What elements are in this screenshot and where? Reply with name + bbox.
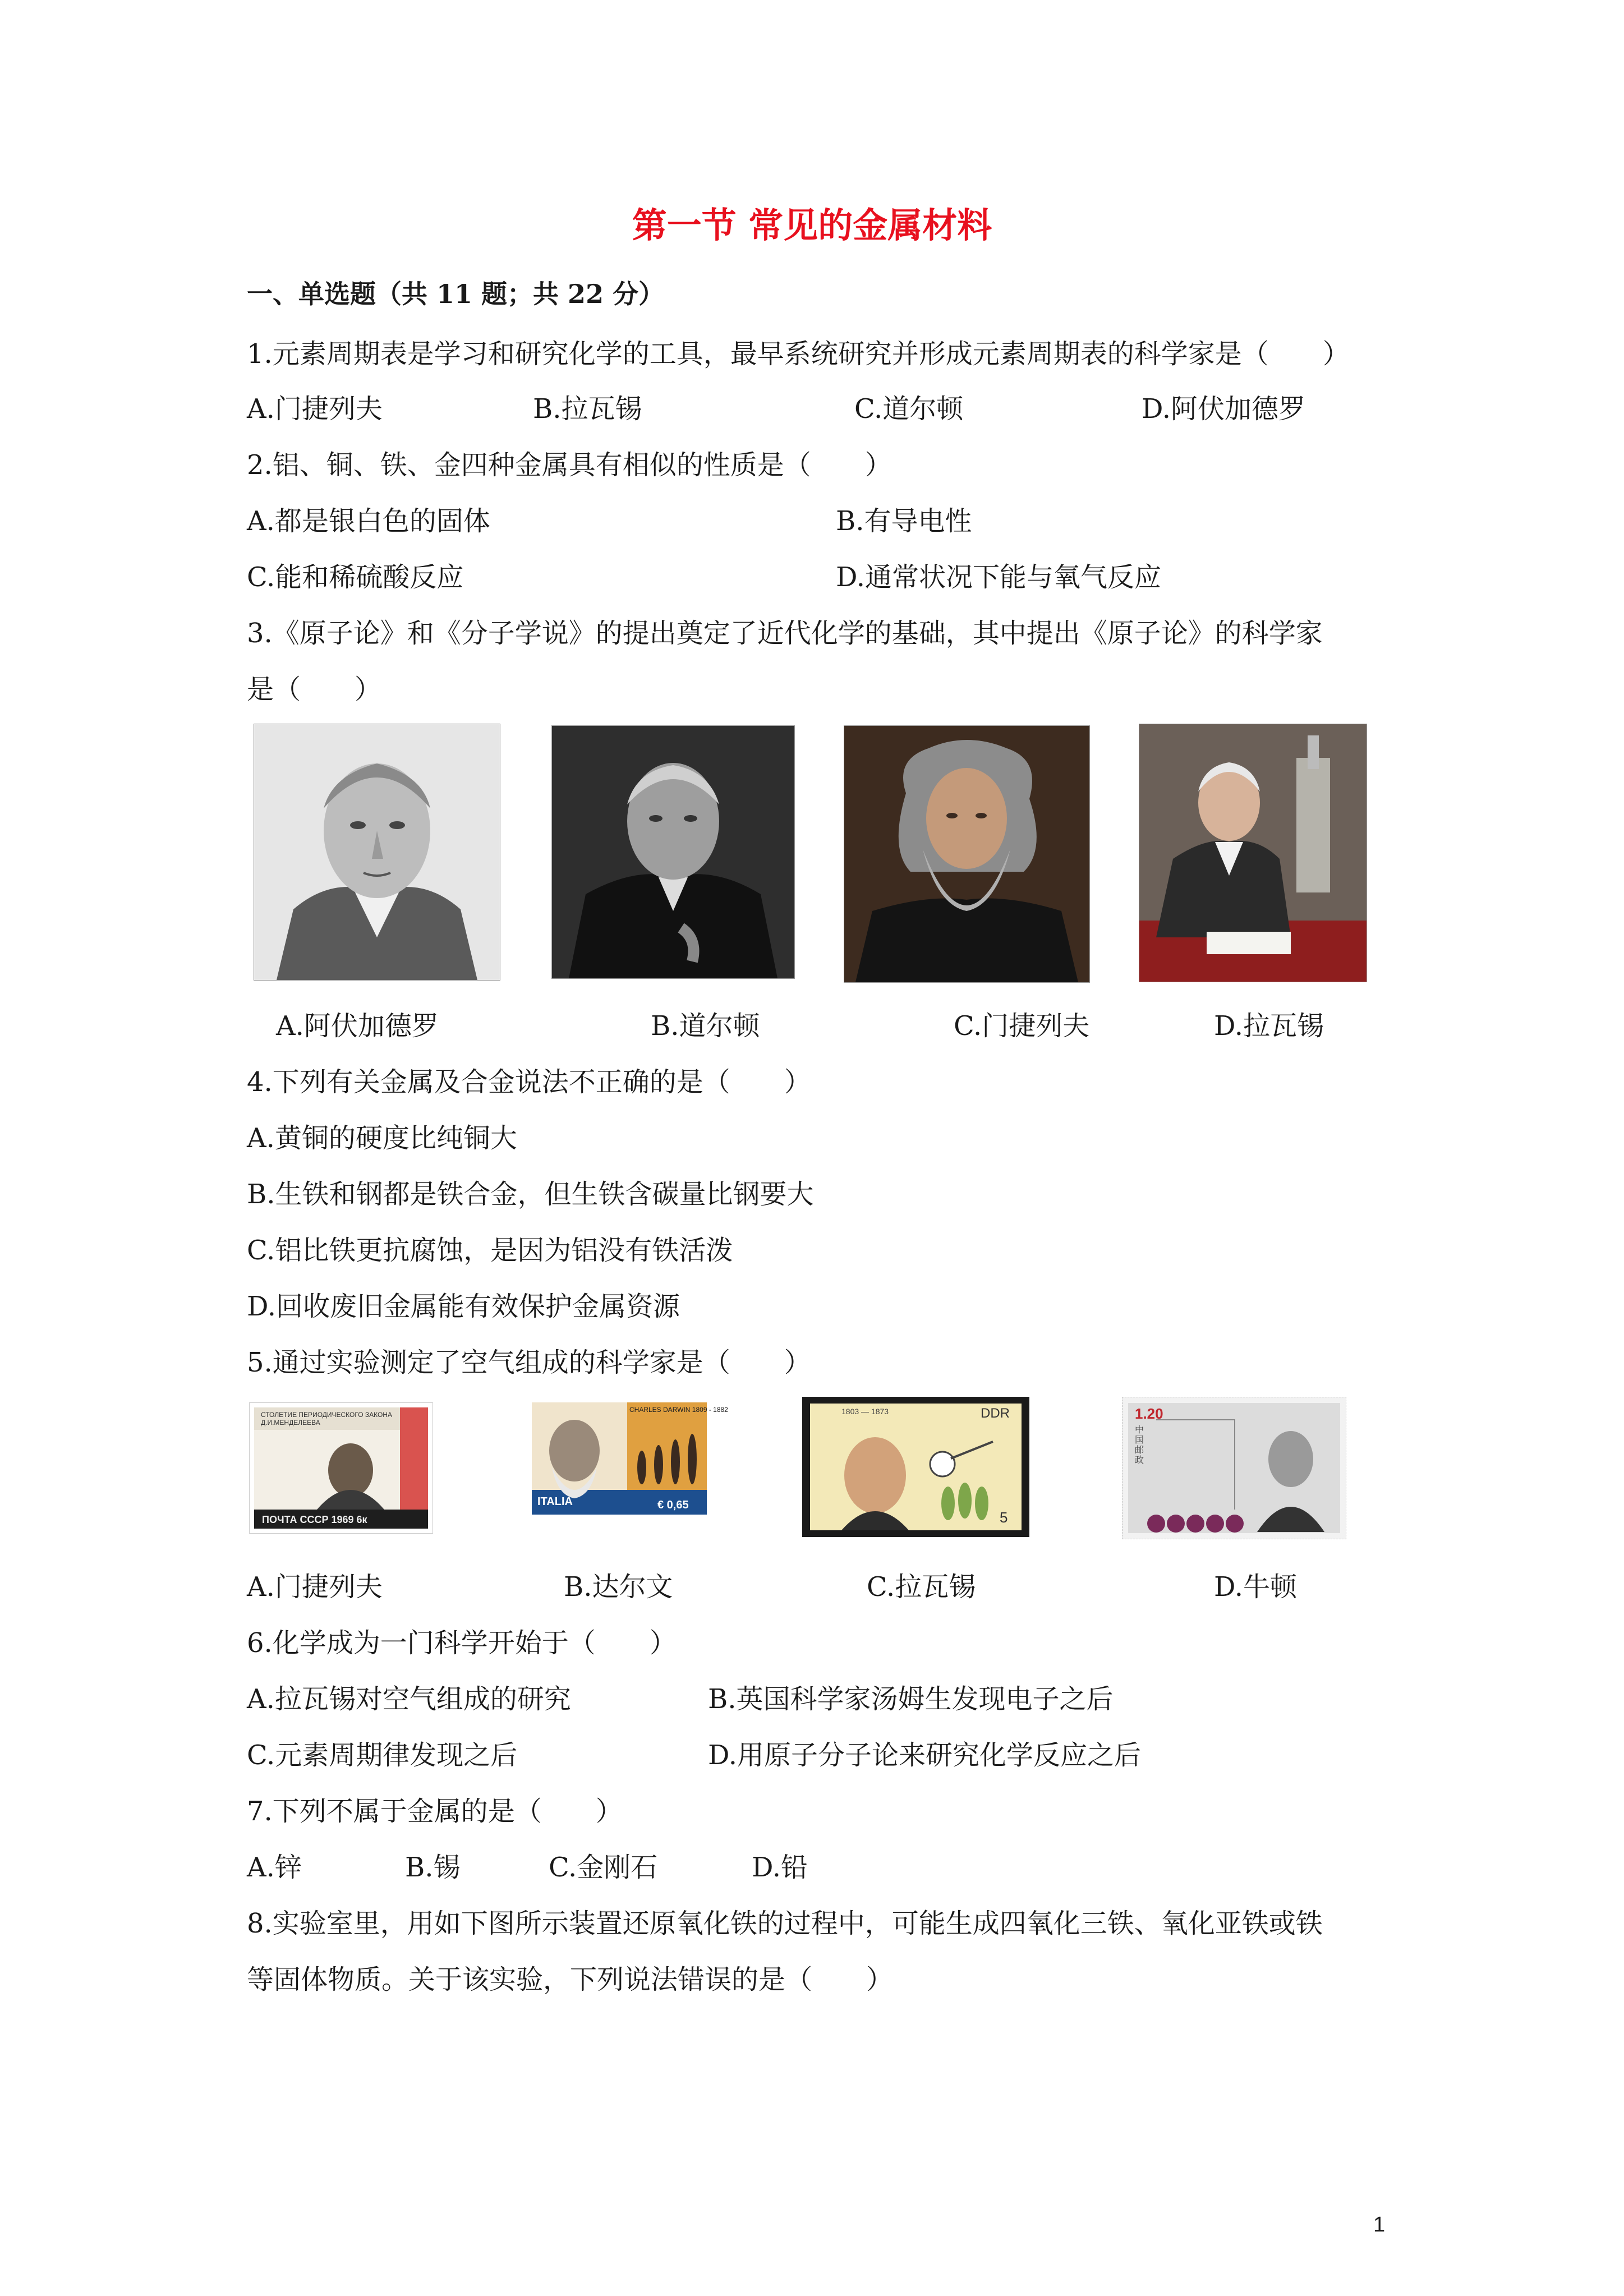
stamp3-years: 1803 — 1873 [841,1407,889,1416]
q3-option-a: A.阿伏加德罗 [276,1010,439,1042]
stamp3-value: 5 [1000,1509,1008,1526]
q4-option-d: D.回收废旧金属能有效保护金属资源 [247,1291,680,1322]
q1-option-a: A.门捷列夫 [247,393,383,425]
q3-option-d: D.拉瓦锡 [1214,1010,1324,1042]
q2-option-c: C.能和稀硫酸反应 [247,562,464,593]
stamp-mendeleev [249,1402,433,1534]
stamp2-country: ITALIA [537,1496,573,1508]
q3-option-c: C.门捷列夫 [954,1010,1090,1042]
portrait-lavoisier [1139,724,1367,982]
q5-option-b: B.达尔文 [564,1571,673,1603]
q4-option-c: C.铝比铁更抗腐蚀，是因为铝没有铁活泼 [247,1235,733,1266]
question-6-stem: 6.化学成为一门科学开始于（ ） [247,1627,677,1659]
question-8-stem-line1: 8.实验室里，用如下图所示装置还原氧化铁的过程中，可能生成四氧化三铁、氧化亚铁或铁 [247,1908,1323,1939]
question-3-stem-line2: 是（ ） [247,674,382,705]
q6-option-c: C.元素周期律发现之后 [247,1740,518,1771]
q4-option-b: B.生铁和钢都是铁合金，但生铁含碳量比钢要大 [247,1179,814,1210]
q1-option-d: D.阿伏加德罗 [1142,393,1306,425]
page-title: 第一节 常见的金属材料 [632,205,992,246]
q2-option-a: A.都是银白色的固体 [247,505,490,537]
stamp-liebig [802,1397,1029,1537]
question-8-stem-line2: 等固体物质。关于该实验，下列说法错误的是（ ） [247,1964,894,1995]
q7-option-c: C.金刚石 [549,1852,658,1883]
portrait-mendeleev [844,725,1090,983]
stamp1-bottom-text: ПОЧТА СССР 1969 6к [262,1514,367,1525]
stamp-newton [1122,1397,1346,1539]
stamp3-country: DDR [981,1406,1010,1421]
q3-option-b: B.道尔顿 [651,1010,760,1042]
stamp4-value: 1.20 [1135,1405,1163,1422]
stamp1-top-text: СТОЛЕТИЕ ПЕРИОДИЧЕСКОГО ЗАКОНА Д.И.МЕНДЕЛЕЕВА [261,1411,392,1427]
q6-option-d: D.用原子分子论来研究化学反应之后 [708,1740,1142,1771]
q5-option-d: D.牛顿 [1214,1571,1298,1603]
q4-option-a: A.黄铜的硬度比纯铜大 [247,1122,517,1154]
q5-option-a: A.门捷列夫 [247,1571,383,1603]
stamp2-value: € 0,65 [657,1499,689,1511]
q2-option-d: D.通常状况下能与氧气反应 [836,562,1162,593]
q7-option-a: A.锌 [247,1852,302,1883]
portrait-dalton [551,725,795,979]
q6-option-a: A.拉瓦锡对空气组成的研究 [247,1683,571,1715]
question-3-stem-line1: 3.《原子论》和《分子学说》的提出奠定了近代化学的基础，其中提出《原子论》的科学家 [247,618,1323,649]
stamp-darwin [530,1400,728,1534]
q1-option-c: C.道尔顿 [854,393,964,425]
page-number: 1 [1373,2213,1386,2237]
q7-option-b: B.锡 [405,1852,461,1883]
q1-option-b: B.拉瓦锡 [533,393,642,425]
question-2-stem: 2.铝、铜、铁、金四种金属具有相似的性质是（ ） [247,449,892,481]
stamp2-top-text: CHARLES DARWIN 1809 - 1882 [629,1406,728,1414]
q5-option-c: C.拉瓦锡 [867,1571,976,1603]
question-5-stem: 5.通过实验测定了空气组成的科学家是（ ） [247,1347,811,1378]
section-heading: 一、单选题（共 11 题；共 22 分） [247,279,665,309]
question-7-stem: 7.下列不属于金属的是（ ） [247,1796,623,1827]
portrait-avogadro [254,724,500,981]
question-4-stem: 4.下列有关金属及合金说法不正确的是（ ） [247,1066,811,1098]
question-1-stem: 1.元素周期表是学习和研究化学的工具，最早系统研究并形成元素周期表的科学家是（ ） [247,338,1350,370]
q7-option-d: D.铅 [752,1852,808,1883]
q6-option-b: B.英国科学家汤姆生发现电子之后 [708,1683,1114,1715]
q2-option-b: B.有导电性 [836,505,972,537]
stamp4-country: 中国邮政 [1135,1425,1144,1465]
